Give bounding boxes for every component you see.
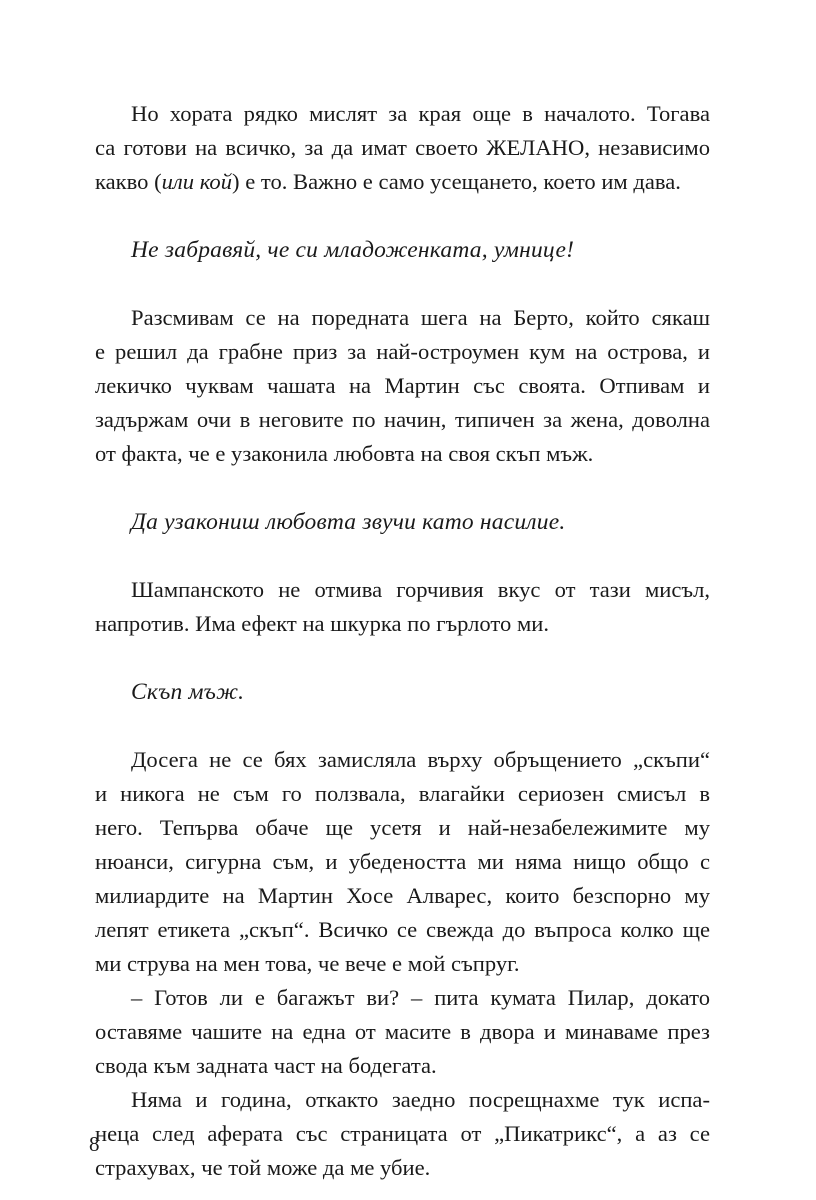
paragraph-gap (95, 539, 710, 573)
paragraph-gap (95, 267, 710, 301)
text-line: неца след аферата със страницата от „Пикатрикс“, а аз се (95, 1121, 710, 1146)
paragraph-4 (95, 743, 710, 981)
text-line: е решил да грабне приз за най-остроумен кум на острова, и (95, 339, 710, 364)
text-span: ) е то. Важно е само усещането, което им дава. (232, 169, 681, 194)
text-line: Разсмивам се на поредната шега на Берто, който сякаш (131, 305, 710, 330)
text-line: Няма и година, откакто заедно посрещнахме тук испа- (131, 1087, 710, 1112)
text-line: са готови на всичко, за да имат своето ЖЕЛАНО, независимо (95, 135, 710, 160)
page-number: 8 (89, 1132, 100, 1156)
text-line: страхувах, че той може да ме убие. (95, 1155, 431, 1180)
paragraph-gap (95, 641, 710, 675)
inner-thought: Не забравяй, че си младоженката, умнице! (131, 237, 575, 263)
text-line: – Готов ли е багажът ви? – пита кумата Пилар, докато (131, 985, 710, 1010)
text-line: лекичко чуквам чашата на Мартин със своята. Отпивам и (95, 373, 710, 398)
text-line: свода към задната част на бодегата. (95, 1053, 437, 1078)
text-line: милиардите на Мартин Хосе Алварес, които безспорно му (95, 883, 710, 908)
text-line: Досега не се бях замисляла върху обръщението „скъпи“ (131, 747, 710, 772)
paragraph-gap (95, 199, 710, 233)
inner-thought: Да узакониш любовта звучи като насилие. (131, 509, 566, 535)
text-line: оставяме чашите на една от масите в двора и минаваме през (95, 1019, 710, 1044)
text-line: Шампанското не отмива горчивия вкус от тази мисъл, (131, 577, 710, 602)
paragraph-gap (95, 471, 710, 505)
inner-thought: Скъп мъж. (131, 679, 245, 705)
paragraph-6 (95, 1083, 710, 1185)
paragraph-gap (95, 709, 710, 743)
text-line: лепят етикета „скъп“. Всичко се свежда до въпроса колко ще (95, 917, 710, 942)
text-line (95, 165, 710, 199)
text-span: какво ( (95, 169, 162, 194)
text-line: нюанси, сигурна съм, и убедеността ми няма нищо общо с (95, 849, 710, 874)
italic-phrase: или кой (161, 169, 233, 194)
paragraph-5 (95, 981, 710, 1083)
text-line: от факта, че е узаконила любовта на своя скъп мъж. (95, 441, 594, 466)
text-line: него. Тепърва обаче ще усетя и най-незабележимите му (95, 815, 710, 840)
text-line: ми струва на мен това, че вече е мой съпруг. (95, 951, 520, 976)
paragraph-3 (95, 573, 710, 641)
text-line: Но хората рядко мислят за края още в началото. Тогава (131, 101, 710, 126)
paragraph-1 (95, 97, 710, 199)
text-line: и никога не съм го ползвала, влагайки сериозен смисъл в (95, 781, 710, 806)
text-line: задържам очи в неговите по начин, типичен за жена, доволна (95, 407, 710, 432)
book-page (95, 97, 710, 1185)
text-line: напротив. Има ефект на шкурка по гърлото ми. (95, 611, 549, 636)
paragraph-2 (95, 301, 710, 471)
